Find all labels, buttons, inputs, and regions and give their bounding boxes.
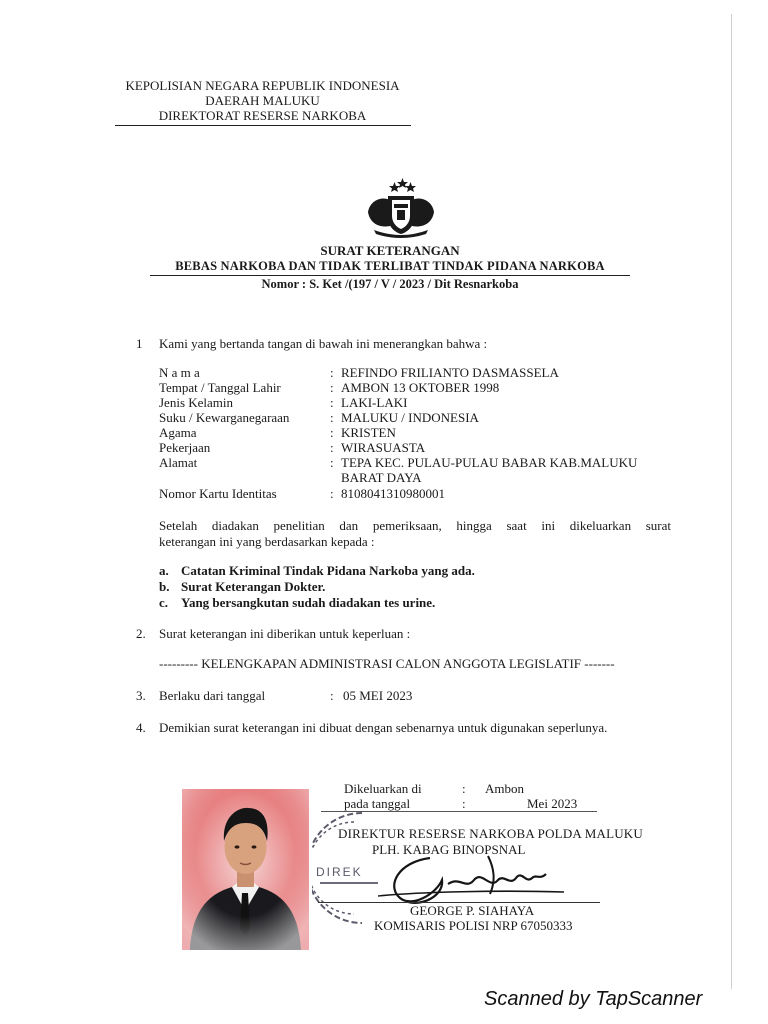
subtitle-rule <box>150 275 630 276</box>
basis-marker-b: b. <box>159 579 170 594</box>
stamp-text: DIREK <box>316 865 363 879</box>
field-label-occupation: Pekerjaan <box>159 440 211 455</box>
section-1-intro: Kami yang bertanda tangan di bawah ini menerangkan bahwa : <box>159 336 488 351</box>
applicant-photo <box>182 789 309 950</box>
document-subtitle: BEBAS NARKOBA DAN TIDAK TERLIBAT TINDAK PIDANA NARKOBA <box>175 259 605 273</box>
field-label-gender: Jenis Kelamin <box>159 395 234 410</box>
document-title: SURAT KETERANGAN <box>320 243 460 258</box>
field-label-ethnicity: Suku / Kewarganegaraan <box>159 410 290 425</box>
letterhead-line-2: DAERAH MALUKU <box>205 93 320 108</box>
signatory-name: GEORGE P. SIAHAYA <box>410 903 535 918</box>
issued-date-label: pada tanggal <box>344 796 411 811</box>
field-colon: : <box>330 486 334 501</box>
section-2-text: Surat keterangan ini diberikan untuk keperluan : <box>159 626 411 641</box>
signatory-rule <box>318 902 600 903</box>
issued-date-value: Mei 2023 <box>527 796 578 811</box>
field-value-birth: AMBON 13 OKTOBER 1998 <box>341 380 500 395</box>
purpose-line: --------- KELENGKAPAN ADMINISTRASI CALON ANGGOTA LEGISLATIF ------- <box>159 656 615 671</box>
police-emblem-icon <box>364 178 438 243</box>
field-colon: : <box>330 395 334 410</box>
basis-marker-a: a. <box>159 563 169 578</box>
field-colon: : <box>330 365 334 380</box>
scanner-watermark: Scanned by TapScanner <box>484 988 703 1010</box>
field-label-nama: N a m a <box>159 365 200 380</box>
field-value-religion: KRISTEN <box>341 425 396 440</box>
field-colon: : <box>330 410 334 425</box>
valid-from-label: Berlaku dari tanggal <box>159 688 266 703</box>
document-number: Nomor : S. Ket /(197 / V / 2023 / Dit Resnarkoba <box>261 277 519 291</box>
field-value-nama: REFINDO FRILIANTO DASMASSELA <box>341 365 559 380</box>
section-2-number: 2. <box>136 626 146 641</box>
field-colon: : <box>330 440 334 455</box>
basis-marker-c: c. <box>159 595 169 610</box>
field-value-address-line-2: BARAT DAYA <box>341 470 422 485</box>
field-value-id-number: 8108041310980001 <box>341 486 445 501</box>
letterhead-line-1: KEPOLISIAN NEGARA REPUBLIK INDONESIA <box>125 78 400 93</box>
valid-from-date: 05 MEI 2023 <box>343 688 413 703</box>
closing-statement: Demikian surat keterangan ini dibuat dengan sebenarnya untuk digunakan seperlunya. <box>159 720 608 735</box>
letterhead <box>110 78 415 123</box>
field-colon: : <box>330 380 334 395</box>
section-4-number: 4. <box>136 720 146 735</box>
signatory-rank: KOMISARIS POLISI NRP 67050333 <box>374 918 573 933</box>
letterhead-line-3: DIREKTORAT RESERSE NARKOBA <box>158 108 367 123</box>
field-colon: : <box>462 781 466 796</box>
issued-at-label: Dikeluarkan di <box>344 781 422 796</box>
field-label-id-number: Nomor Kartu Identitas <box>159 486 277 501</box>
section-1-number: 1 <box>136 336 143 351</box>
basis-item-c: Yang bersangkutan sudah diadakan tes urine. <box>181 595 436 610</box>
field-value-address: TEPA KEC. PULAU-PULAU BABAR KAB.MALUKU <box>341 455 638 470</box>
signatory-acting: PLH. KABAG BINOPSNAL <box>372 842 526 857</box>
field-label-religion: Agama <box>159 425 197 440</box>
research-paragraph-line-2: keterangan ini yang berdasarkan kepada : <box>159 534 375 549</box>
page-edge-line <box>731 14 732 989</box>
field-colon: : <box>330 455 334 470</box>
field-colon: : <box>462 796 466 811</box>
research-paragraph-line-1: Setelah diadakan penelitian dan pemeriksaan, hingga saat ini dikeluarkan surat <box>159 518 671 533</box>
field-label-birth: Tempat / Tanggal Lahir <box>159 380 281 395</box>
signatory-position: DIREKTUR RESERSE NARKOBA POLDA MALUKU <box>338 826 643 841</box>
field-value-gender: LAKI-LAKI <box>341 395 408 410</box>
section-3-number: 3. <box>136 688 146 703</box>
letterhead-rule <box>115 125 411 126</box>
basis-item-a: Catatan Kriminal Tindak Pidana Narkoba yang ada. <box>181 563 475 578</box>
field-colon: : <box>330 425 334 440</box>
field-value-occupation: WIRASUASTA <box>341 440 426 455</box>
research-paragraph <box>159 517 671 534</box>
field-label-address: Alamat <box>159 455 198 470</box>
field-colon: : <box>330 688 334 703</box>
field-value-ethnicity: MALUKU / INDONESIA <box>341 410 479 425</box>
issued-at-value: Ambon <box>485 781 524 796</box>
basis-item-b: Surat Keterangan Dokter. <box>181 579 326 594</box>
